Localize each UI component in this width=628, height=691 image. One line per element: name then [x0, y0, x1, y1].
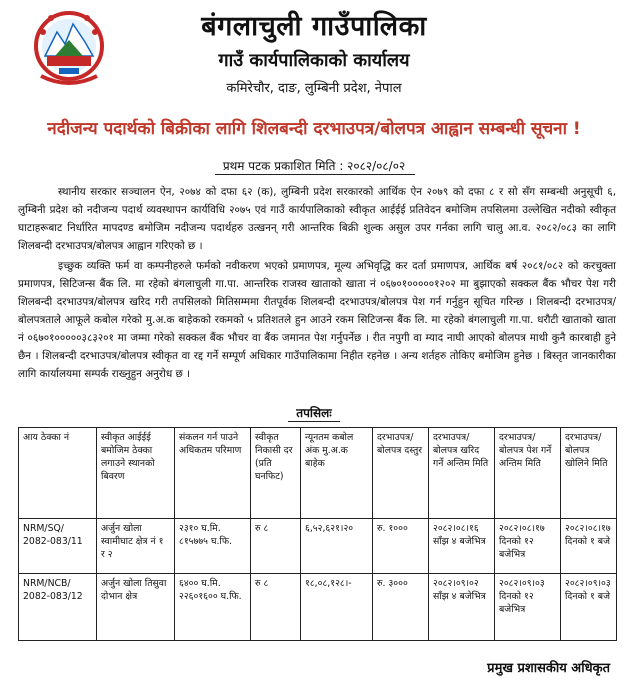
- table-cell: ६,५२,६२१।२०: [301, 519, 373, 574]
- notice-paragraph-1: स्थानीय सरकार सञ्चालन ऐन, २०७४ को दफा ६२ (क), लुम्बिनी प्रदेश सरकारको आर्थिक ऐन २०७९ को दफा ८ र सो सँग सम्बन्धी अनुसूची ६, लुम्बिनी प्रदेश को नदीजन्य पदार्थ व्यवस्थापन कार्यविधि २०७५ एवं गाउँ कार्यपालिकाको स्वीकृत आईईई प्रतिवेदन बमोजिम तपसिलमा उल्लेखित नदीको स्वीकृत घाटाहरूबाट निर्धारित मापदण्ड बमोजिम नदीजन्य पदार्थहरु उत्खनन् गरी आन्तरिक बिक्री शुल्क असुल उपर गर्नका लागि चालु आ.व. २०८२/०८३ का लागि शिलबन्दी दरभाउपत्र/बोलपत्र आह्वान गरिएको छ ।: [18, 186, 616, 252]
- table-cell: २०८२।०९।०२ साँझ ४ बजेभित्र: [429, 574, 495, 641]
- header-cell: संकलन गर्न पाउने अधिकतम परिमाण: [175, 428, 251, 519]
- schedule-caption: तपसिलः: [296, 406, 332, 420]
- table-cell: २०८२।०८।१७ दिनको १ बजे: [561, 519, 617, 574]
- table-header-row: [19, 428, 617, 519]
- table-cell: रु. ३०००: [373, 574, 429, 641]
- table-cell: ६४०० घ.मि. २२६०१६०० घ.फि.: [175, 574, 251, 641]
- header-cell: स्वीकृत निकासी दर (प्रति घनफिट): [251, 428, 301, 519]
- table-cell: २०८२।०८।१७ दिनको १२ बजेभित्र: [495, 519, 561, 574]
- table-cell: NRM/NCB/ 2082-083/12: [19, 574, 97, 641]
- header-cell: आय ठेक्का नं: [19, 428, 97, 519]
- table-cell: रु ८: [251, 519, 301, 574]
- table-cell: रु ८: [251, 574, 301, 641]
- header-cell: दरभाउपत्र/बोलपत्र खरिद गर्ने अन्तिम मिति: [429, 428, 495, 519]
- office-address: कमिरेचौर, दाङ, लुम्बिनी प्रदेश, नेपाल: [226, 81, 402, 96]
- published-date: प्रथम पटक प्रकाशित मिति : २०८२/०८/०२: [222, 159, 406, 173]
- published-underline: [215, 174, 415, 175]
- table-cell: रु. १०००: [373, 519, 429, 574]
- header-cell: स्वीकृत आईईई बमोजिम ठेक्का लगाउने स्थानको बिवरण: [97, 428, 175, 519]
- municipality-title: बंगलाचुली गाउँपालिका: [201, 11, 427, 42]
- office-title: गाउँ कार्यपालिकाको कार्यालय: [218, 50, 410, 71]
- table-cell: NRM/SQ/ 2082-083/11: [19, 519, 97, 574]
- table-cell: २०८२।०९।०३ दिनको १ बजे: [561, 574, 617, 641]
- schedule-underline: [288, 421, 340, 422]
- notice-title: नदीजन्य पदार्थको बिक्रीका लागि शिलबन्दी दरभाउपत्र/बोलपत्र आह्वान सम्बन्धी सूचना !: [47, 119, 581, 139]
- table-row: [19, 574, 617, 641]
- header-cell: दरभाउपत्र/बोलपत्र पेश गर्ने अन्तिम मिति: [495, 428, 561, 519]
- table-cell: १८,०८,१२८।-: [301, 574, 373, 641]
- tender-schedule-table: [18, 427, 617, 641]
- header-cell: न्यूनतम कबोल अंक मु.अ.क बाहेक: [301, 428, 373, 519]
- signature-title: प्रमुख प्रशासकीय अधिकृत: [487, 661, 610, 676]
- table-cell: २०८२।०८।१६ साँझ ४ बजेभित्र: [429, 519, 495, 574]
- table-cell: २३१० घ.मि. ८१५७७५ घ.फि.: [175, 519, 251, 574]
- table-row: [19, 519, 617, 574]
- notice-paragraph-2: इच्छुक व्यक्ति फर्म वा कम्पनीहरुले फर्मको नवीकरण भएको प्रमाणपत्र, मूल्य अभिवृद्धि कर दर्ता प्रमाणपत्र, आर्थिक बर्ष २०८१/०८२ को करचुक्ता प्रमाणपत्र, सिटिजन्स बैंक लि. मा रहेको बंगलाचुली गा.पा. आन्तरिक राजस्व खाताको खाता नं ०६७०१०००००१२०२ मा बुझाएको सक्कल बैंक भौचर पेश गरी शिलबन्दी दरभाउपत्र/बोलपत्र खरिद गरी तपसिलको मितिसम्ममा रीतपूर्वक शिलबन्दी दरभाउपत्र/बोलपत्र पेश गर्न गर्नुहुन सूचित गरिन्छ । शिलबन्दी दरभाउपत्र/बोलपत्रताले आफूले कबोल गरेको मु.अ.क बाहेकको रकमको ५ प्रतिशतले हुन आउने रकम सिटिजन्स बैंक लि. मा रहेको बंगलाचुली गा.पा. धरौटी खाताको खाता नं ०६७०१०००००३८३२०१ मा जम्मा गरेको सक्कल बैंक भौचर वा बैंक जमानत पेश गर्नुपर्नेछ । रीत नपुगी वा म्याद नाघी आएको बोलपत्र माथी कुनै कारबाही हुने छैन । शिलबन्दी दरभाउपत्र/बोलपत्र स्वीकृत वा रद्द गर्ने सम्पूर्ण अधिकार गाउँपालिकामा निहीत रहनेछ । अन्य शर्तहरु तोकिए बमोजिम हुनेछ । बिस्तृत जानकारीका लागि कार्यालयमा सम्पर्क राख्नुहुन अनुरोध छ ।: [18, 260, 616, 380]
- header-cell: दरभाउपत्र/बोलपत्र खोलिने मिति: [561, 428, 617, 519]
- table-cell: २०८२।०९।०३ दिनको १२ बजेभित्र: [495, 574, 561, 641]
- header-cell: दरभाउपत्र/बोलपत्र दस्तुर: [373, 428, 429, 519]
- table-cell: अर्जुन खोला स्वामीघाट क्षेत्र नं १ र २: [97, 519, 175, 574]
- table-cell: अर्जुन खोला तिसुवा दोभान क्षेत्र: [97, 574, 175, 641]
